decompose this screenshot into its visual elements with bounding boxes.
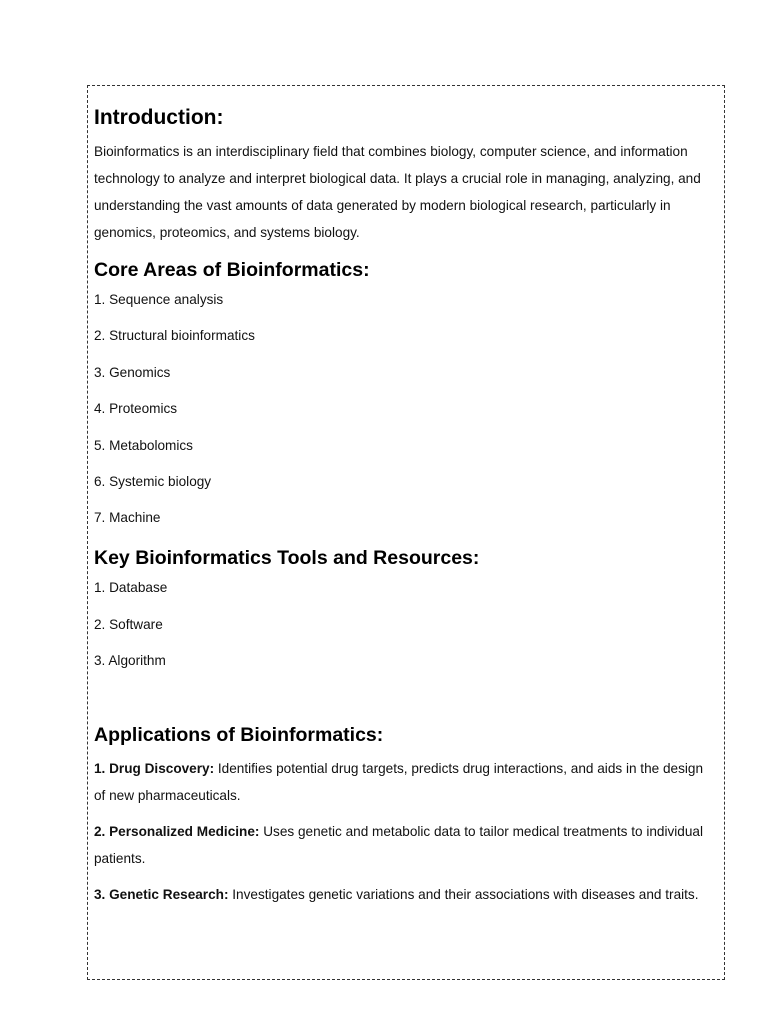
core-areas-heading: Core Areas of Bioinformatics: [94,259,370,281]
application-item [94,881,718,908]
list-item: 2. Structural bioinformatics [94,328,255,344]
application-title: 3. Genetic Research: [94,887,229,903]
application-text: Investigates genetic variations and their associations with diseases and traits. [228,887,699,903]
list-item: 7. Machine [94,510,161,526]
list-item: 3. Algorithm [94,653,166,669]
application-text: Uses genetic and metabolic data to tailor medical treatments to individual patients. [94,824,703,867]
document-page [87,85,725,980]
application-item [94,818,718,872]
application-item [94,755,718,809]
core-areas-list [94,290,718,528]
tools-list [94,578,718,671]
application-title: 2. Personalized Medicine: [94,824,260,840]
applications-heading: Applications of Bioinformatics: [94,724,384,747]
tools-heading: Key Bioinformatics Tools and Resources: [94,547,480,570]
list-item: 6. Systemic biology [94,473,212,489]
list-item: 1. Database [94,580,168,596]
list-item: 3. Genomics [94,364,171,380]
application-text: Identifies potential drug targets, predicts drug interactions, and aids in the design of new pharmaceuticals. [94,761,704,804]
application-title: 1. Drug Discovery: [94,761,215,777]
list-item: 4. Proteomics [94,401,178,417]
introduction-paragraph: Bioinformatics is an interdisciplinary field that combines biology, computer science, and information technology to analyze and interpret biological data. It plays a crucial role in managing, analyzing, and understanding the vast amounts of data generated by modern biological research, particularly in genomics, proteomics, and systems biology. [94,144,701,240]
list-item: 5. Metabolomics [94,437,193,453]
list-item: 1. Sequence analysis [94,292,224,307]
list-item: 2. Software [94,616,163,632]
introduction-heading: Introduction: [94,106,224,129]
